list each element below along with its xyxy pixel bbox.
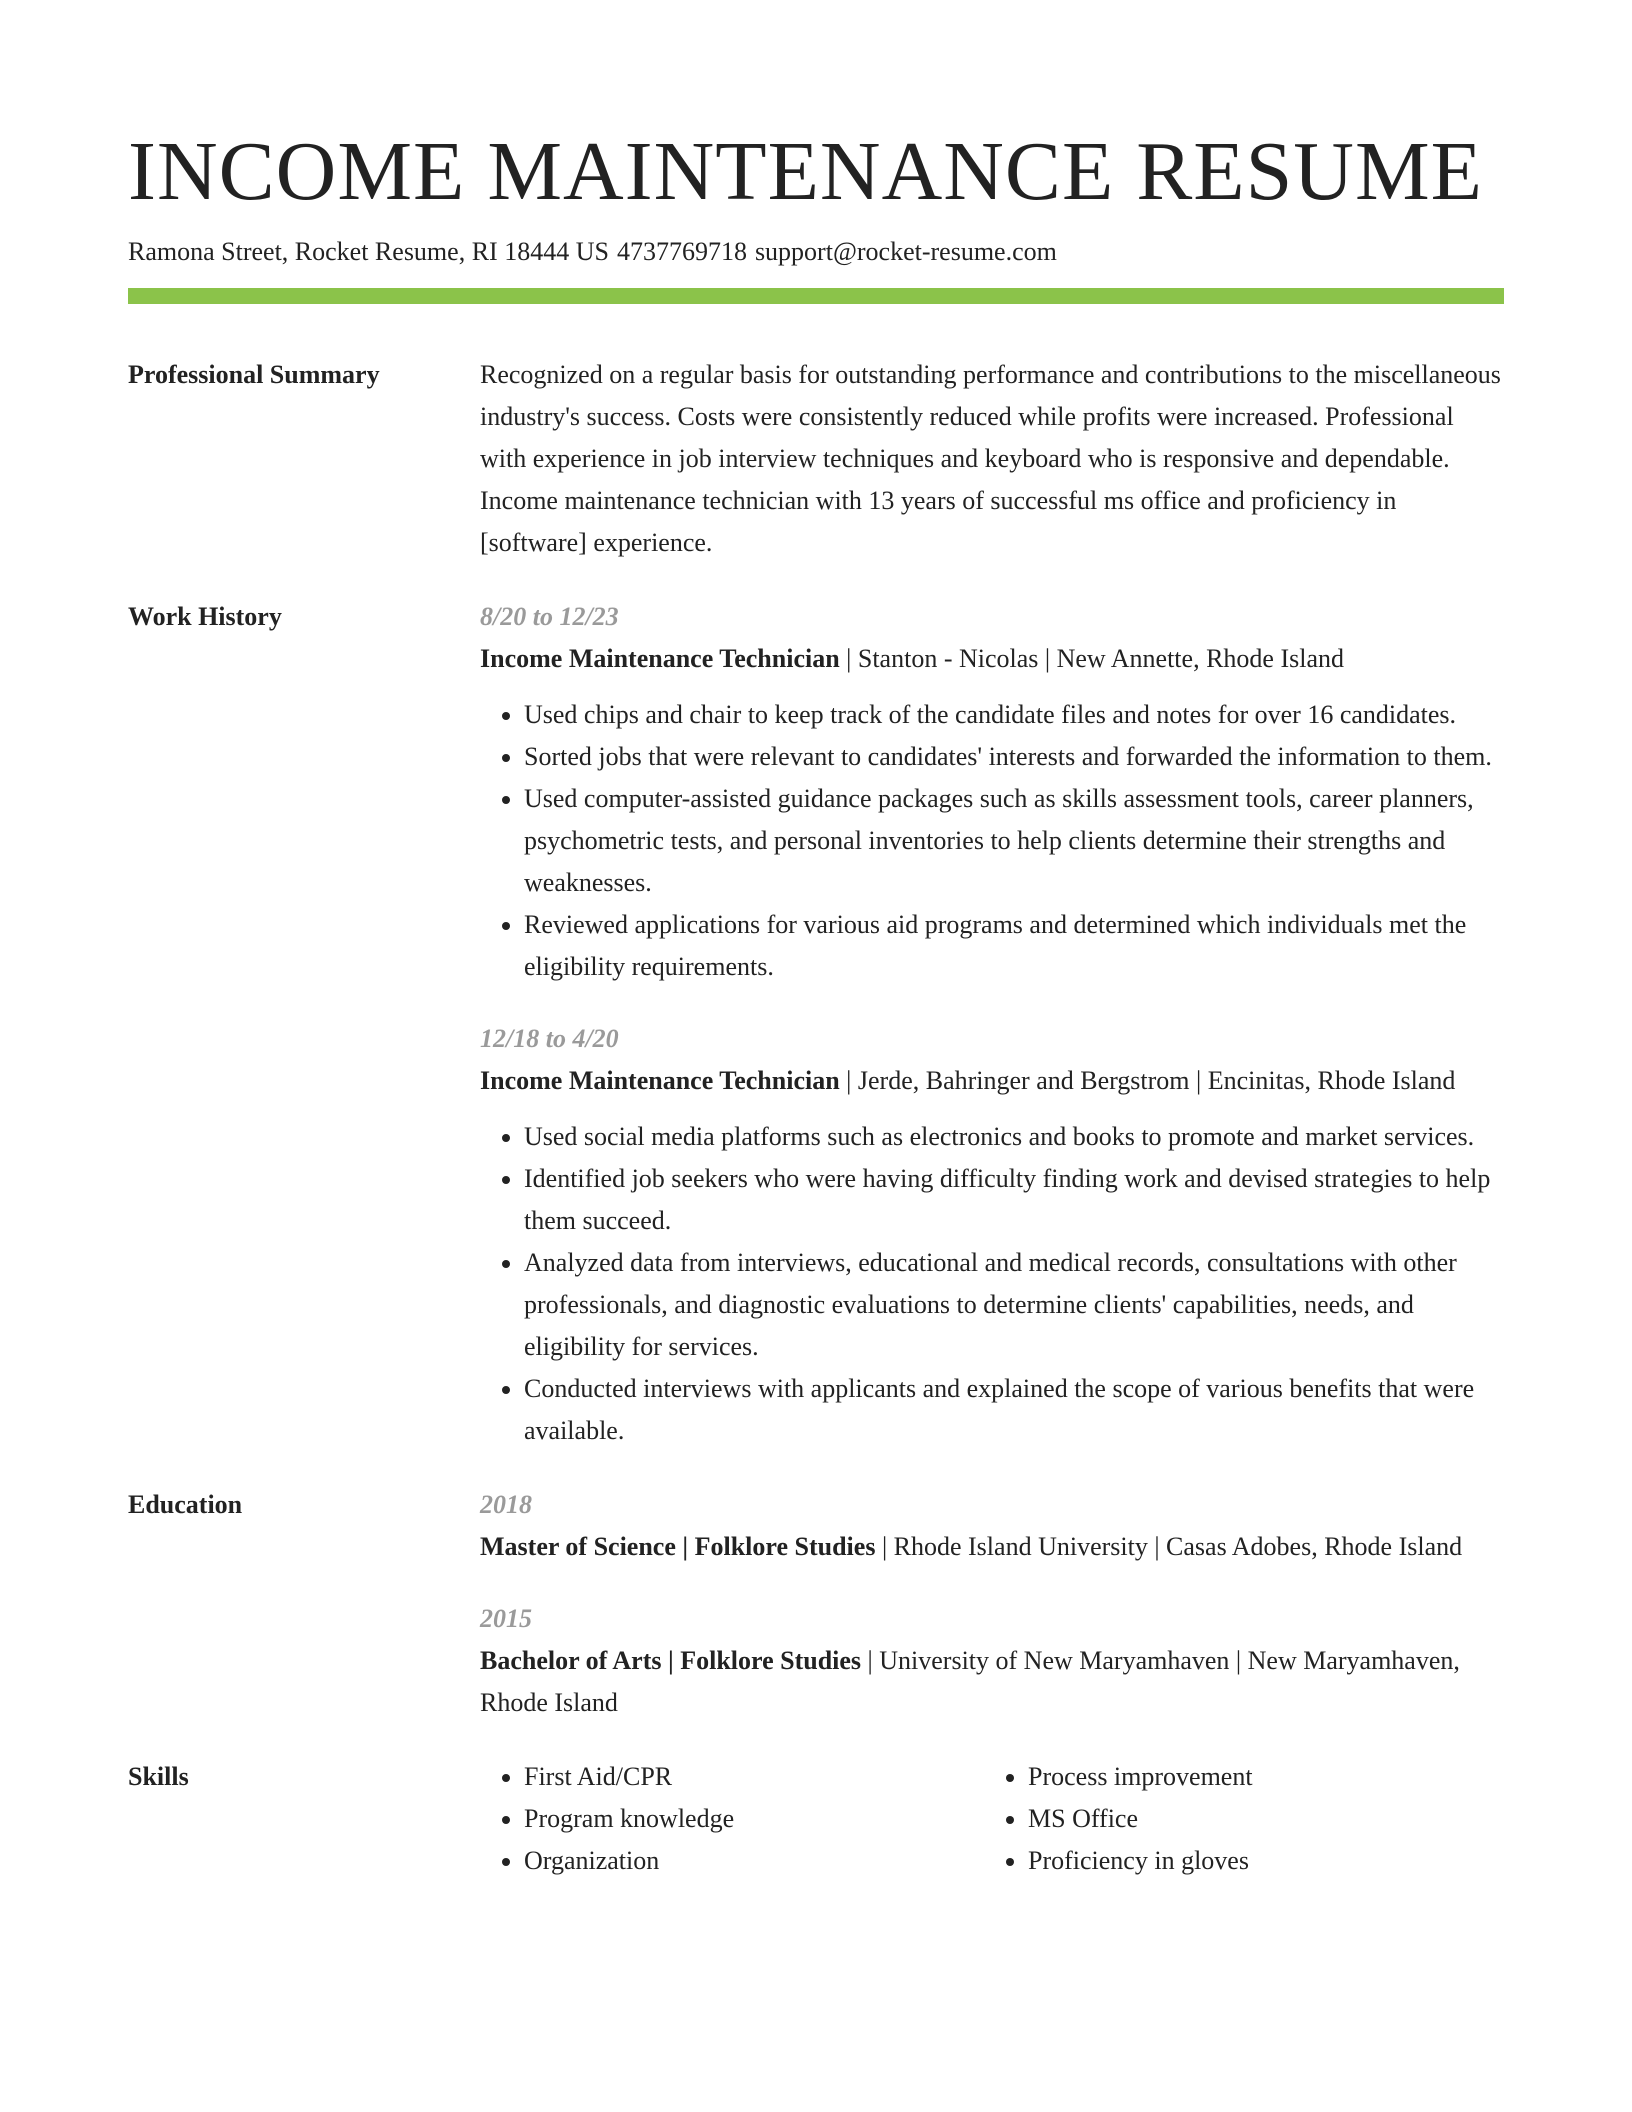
skill-item: • Process improvement (1028, 1756, 1548, 1798)
skill-item: • Program knowledge (524, 1798, 984, 1840)
skill-item: • First Aid/CPR (524, 1756, 984, 1798)
accent-divider (128, 288, 1504, 304)
degree-details: | Rhode Island University | Casas Adobes, Rhode Island (875, 1532, 1463, 1561)
job-bullet: • Used chips and chair to keep track of the candidate files and notes for over 16 candidates. (524, 694, 1504, 736)
job-bullet: • Identified job seekers who were having difficulty finding work and devised strategies to help them succeed. (524, 1158, 1504, 1242)
work-history-body (480, 596, 1504, 1452)
skills-list-right (984, 1756, 1548, 1882)
job-title: Income Maintenance Technician (480, 644, 840, 673)
contact-line (128, 236, 1504, 268)
job-bullets (480, 1116, 1504, 1452)
job-entry (480, 1018, 1504, 1452)
job-bullets (480, 694, 1504, 988)
resume-page (128, 0, 1504, 1882)
job-bullet: • Used social media platforms such as electronics and books to promote and market services. (524, 1116, 1504, 1158)
job-details: | Jerde, Bahringer and Bergstrom | Encinitas, Rhode Island (839, 1066, 1456, 1095)
contact-address: Ramona Street, Rocket Resume, RI 18444 US (128, 237, 609, 266)
education-section (128, 1484, 1504, 1724)
summary-section (128, 354, 1504, 564)
job-bullet: • Used computer-assisted guidance packages such as skills assessment tools, career planners, psychometric tests, and personal inventories to help clients determine their strengths and weaknesses. (524, 778, 1504, 904)
summary-text: Recognized on a regular basis for outstanding performance and contributions to the miscellaneous industry's success. Costs were consistently reduced while profits were increased. Professional with experience in job interview techniques and keyboard who is responsive and dependable. Income maintenance technician with 13 years of successful ms office and proficiency in [software] experience. (480, 360, 1501, 557)
job-bullet: • Analyzed data from interviews, educational and medical records, consultations with other professionals, and diagnostic evaluations to determine clients' capabilities, needs, and eligibility for services. (524, 1242, 1504, 1368)
skills-section (128, 1756, 1504, 1882)
degree-details: | University of New Maryamhaven | New Maryamhaven, Rhode Island (480, 1646, 1460, 1717)
skills-list-left (480, 1756, 984, 1882)
degree-title: Master of Science | Folklore Studies (480, 1532, 876, 1561)
degree-heading (480, 1526, 1504, 1568)
job-heading (480, 638, 1504, 680)
job-heading (480, 1060, 1504, 1102)
job-date: 8/20 to 12/23 (480, 602, 619, 631)
job-bullet: • Reviewed applications for various aid programs and determined which individuals met the eligibility requirements. (524, 904, 1504, 988)
degree-heading (480, 1640, 1504, 1724)
skill-item: • Organization (524, 1840, 984, 1882)
job-entry (480, 596, 1504, 988)
skill-item: • MS Office (1028, 1798, 1548, 1840)
job-date: 12/18 to 4/20 (480, 1024, 619, 1053)
job-title: Income Maintenance Technician (480, 1066, 840, 1095)
education-body (480, 1484, 1504, 1724)
degree-title: Bachelor of Arts | Folklore Studies (480, 1646, 862, 1675)
degree-entry (480, 1598, 1504, 1724)
degree-date: 2015 (480, 1604, 532, 1633)
work-history-section (128, 596, 1504, 1452)
resume-title: INCOME MAINTENANCE RESUME (128, 125, 1483, 218)
job-bullet: • Sorted jobs that were relevant to candidates' interests and forwarded the information to them. (524, 736, 1504, 778)
job-bullet: • Conducted interviews with applicants and explained the scope of various benefits that were available. (524, 1368, 1504, 1452)
degree-entry (480, 1484, 1504, 1568)
contact-phone: 4737769718 (616, 237, 747, 266)
degree-date: 2018 (480, 1490, 532, 1519)
work-history-heading: Work History (128, 602, 282, 631)
skills-heading: Skills (128, 1762, 189, 1791)
contact-email: support@rocket-resume.com (754, 237, 1057, 266)
skills-body (480, 1756, 1504, 1882)
skill-item: • Proficiency in gloves (1028, 1840, 1548, 1882)
summary-heading: Professional Summary (128, 360, 380, 389)
education-heading: Education (128, 1490, 243, 1519)
job-details: | Stanton - Nicolas | New Annette, Rhode Island (839, 644, 1344, 673)
